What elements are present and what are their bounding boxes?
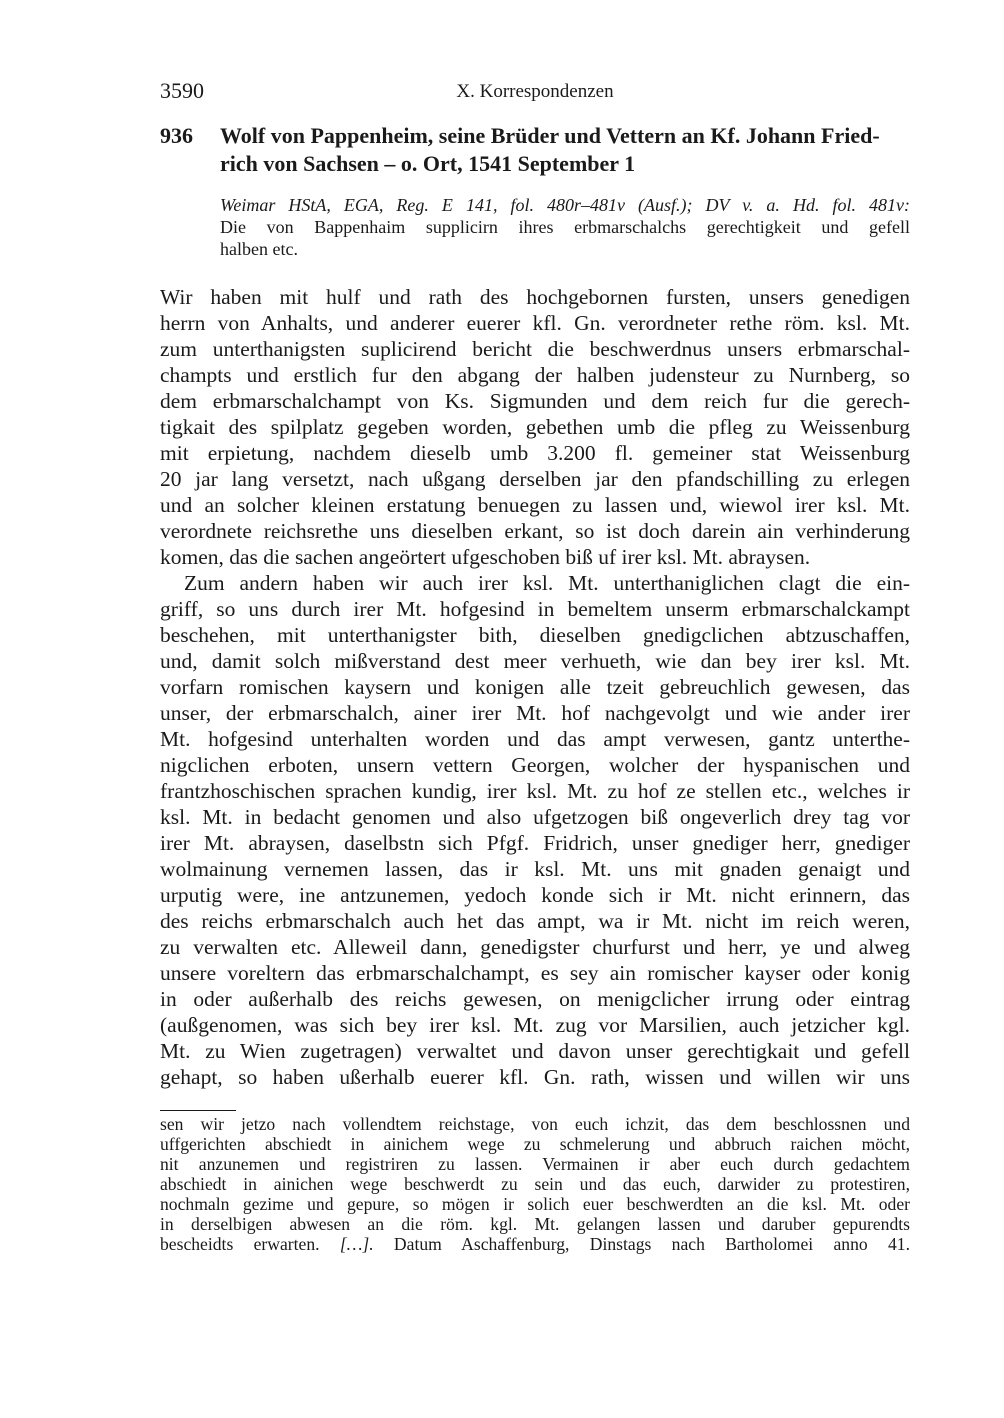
text-line: 20 jar lang versetzt, nach ußgang derselben jar den pfandschilling zu erlegen — [160, 467, 910, 491]
text-line: ksl. Mt. in bedacht genomen und also ufgetzogen biß ongeverlich drey tag vor — [160, 805, 910, 829]
text-line: vorfarn romischen kaysern und konigen alle tzeit gebreuchlich gewesen, das — [160, 675, 910, 699]
text-line: wolmainung vernemen lassen, das ir ksl. Mt. uns mit gnaden genaigt und — [160, 857, 910, 881]
footnote-line: sen wir jetzo nach vollendtem reichstage, von euch ichzit, das dem beschlossnen und — [160, 1114, 910, 1134]
text-line: unsere voreltern das erbmarschalchampt, es sey ain romischer kayser oder konig — [160, 961, 910, 985]
text-line: gehapt, so haben ußerhalb euerer kfl. Gn. rath, wissen und willen wir uns — [160, 1065, 910, 1089]
footnote-line: in derselbigen abwesen an die röm. kgl. Mt. gelangen lassen und daruber gepurendts — [160, 1214, 910, 1234]
footnote-text-start: bescheidts erwarten. — [160, 1234, 340, 1254]
text-line: zum unterthanigsten suplicirend bericht die beschwerdnus unsers erbmarschal- — [160, 337, 910, 361]
text-line: irer Mt. abraysen, daselbstn sich Pfgf. Fridrich, unser gnediger herr, gnediger — [160, 831, 910, 855]
text-line: mit erpietung, nachdem dieselb umb 3.200 fl. gemeiner stat Weissenburg — [160, 441, 910, 465]
text-line: herrn von Anhalts, und anderer euerer kfl. Gn. verordneter rethe röm. ksl. Mt. — [160, 311, 910, 335]
letter-body — [160, 284, 910, 1090]
page-number: 3590 — [160, 78, 204, 103]
paragraph-1 — [160, 284, 910, 570]
footnote-line: nit anzunemen und registriren zu lassen. Vermainen ir aber euch durch gedachtem — [160, 1154, 910, 1174]
text-line: Mt. hofgesind unterhalten worden und das ampt verwesen, gantz unterthe- — [160, 727, 910, 751]
document-title — [220, 122, 910, 178]
document-number: 936 — [160, 123, 193, 148]
text-line: in oder außerhalb des reichs gewesen, on menigclicher irrung oder eintrag — [160, 987, 910, 1011]
text-line: zu verwalten etc. Alleweil dann, genedigster churfurst und herr, ye und alweg — [160, 935, 910, 959]
omission-mark: […]. — [339, 1234, 374, 1254]
text-line: nigclichen erboten, unsern vettern Georgen, wolcher der hyspanischen und — [160, 753, 910, 777]
archive-reference: Weimar HStA, EGA, Reg. E 141, fol. 480r–481v (Ausf.); DV v. a. Hd. fol. 481v: — [220, 195, 910, 215]
dorsal-note-line: Die von Bappenhaim supplicirn ihres erbmarschalchs gerechtigkeit und gefell — [220, 217, 910, 237]
document-title-line: Wolf von Pappenheim, seine Brüder und Vettern an Kf. Johann Fried- — [220, 123, 880, 148]
footnote-line: nochmaln gezime und gepure, so mögen ir solich euer beschwerdten an die ksl. Mt. oder — [160, 1194, 910, 1214]
text-line: dem erbmarschalchampt von Ks. Sigmunden und dem reich fur die gerech- — [160, 389, 910, 413]
text-line: frantzhoschischen sprachen kundig, irer ksl. Mt. zu hof ze stellen etc., welches ir — [160, 779, 910, 803]
text-line: Wir haben mit hulf und rath des hochgebornen fursten, unsers genedigen — [160, 285, 910, 309]
text-line: komen, das die sachen angeörtert ufgeschoben biß uf irer ksl. Mt. abraysen. — [160, 545, 811, 569]
paragraph-2 — [160, 570, 910, 1090]
text-line: champts und erstlich fur den abgang der halben judensteur zu Nurnberg, so — [160, 363, 910, 387]
text-line: tigkait des spilplatz gegeben worden, gebethen umb die pfleg zu Weissenburg — [160, 415, 910, 439]
text-line: und an solcher kleinen erstatung benuegen zu lassen und, wiewol irer ksl. Mt. — [160, 493, 910, 517]
text-line: beschehen, mit unterthanigster bith, dieselben gnedigclichen abtzuschaffen, — [160, 623, 910, 647]
dorsal-note-line: halben etc. — [220, 239, 298, 259]
text-line: und, damit solch mißverstand dest meer verhueth, wie dan bey irer ksl. Mt. — [160, 649, 910, 673]
text-line: des reichs erbmarschalch auch het das ampt, wa ir Mt. nicht im reich weren, — [160, 909, 910, 933]
text-line: Mt. zu Wien zugetragen) verwaltet und davon unser gerechtigkait und gefell — [160, 1039, 910, 1063]
text-line: Zum andern haben wir auch irer ksl. Mt. unterthaniglichen clagt die ein- — [184, 571, 910, 595]
text-line: (außgenomen, was sich bey irer ksl. Mt. zug vor Marsilien, auch jetzicher kgl. — [160, 1013, 910, 1037]
page-header — [160, 78, 910, 108]
footnote-line-last — [160, 1234, 910, 1254]
footnote-divider — [160, 1110, 236, 1111]
text-line: unser, der erbmarschalch, ainer irer Mt. hof nachgevolgt und wie ander irer — [160, 701, 910, 725]
text-line: verordnete reichsrethe uns dieselben erkant, so ist doch darein ain verhinderung — [160, 519, 910, 543]
footnote-line: uffgerichten abschiedt in ainichem wege zu schmelerung und abbruch raichen möcht, — [160, 1134, 910, 1154]
footnote-dating: Datum Aschaffenburg, Dinstags nach Bartholomei anno 41. — [373, 1234, 910, 1254]
text-line: griff, so uns durch irer Mt. hofgesind in bemeltem unserm erbmarschalckampt — [160, 597, 910, 621]
running-title: X. Korrespondenzen — [456, 81, 614, 102]
footnote — [160, 1114, 910, 1254]
text-line: urputig were, ine antzunemen, yedoch konde sich ir Mt. nicht erinnern, das — [160, 883, 910, 907]
document-title-line: rich von Sachsen – o. Ort, 1541 September 1 — [220, 151, 636, 176]
footnote-line: abschiedt in ainichen wege beschwerdt zu sein und das euch, darwider zu protestiren, — [160, 1174, 910, 1194]
source-note — [220, 194, 910, 260]
